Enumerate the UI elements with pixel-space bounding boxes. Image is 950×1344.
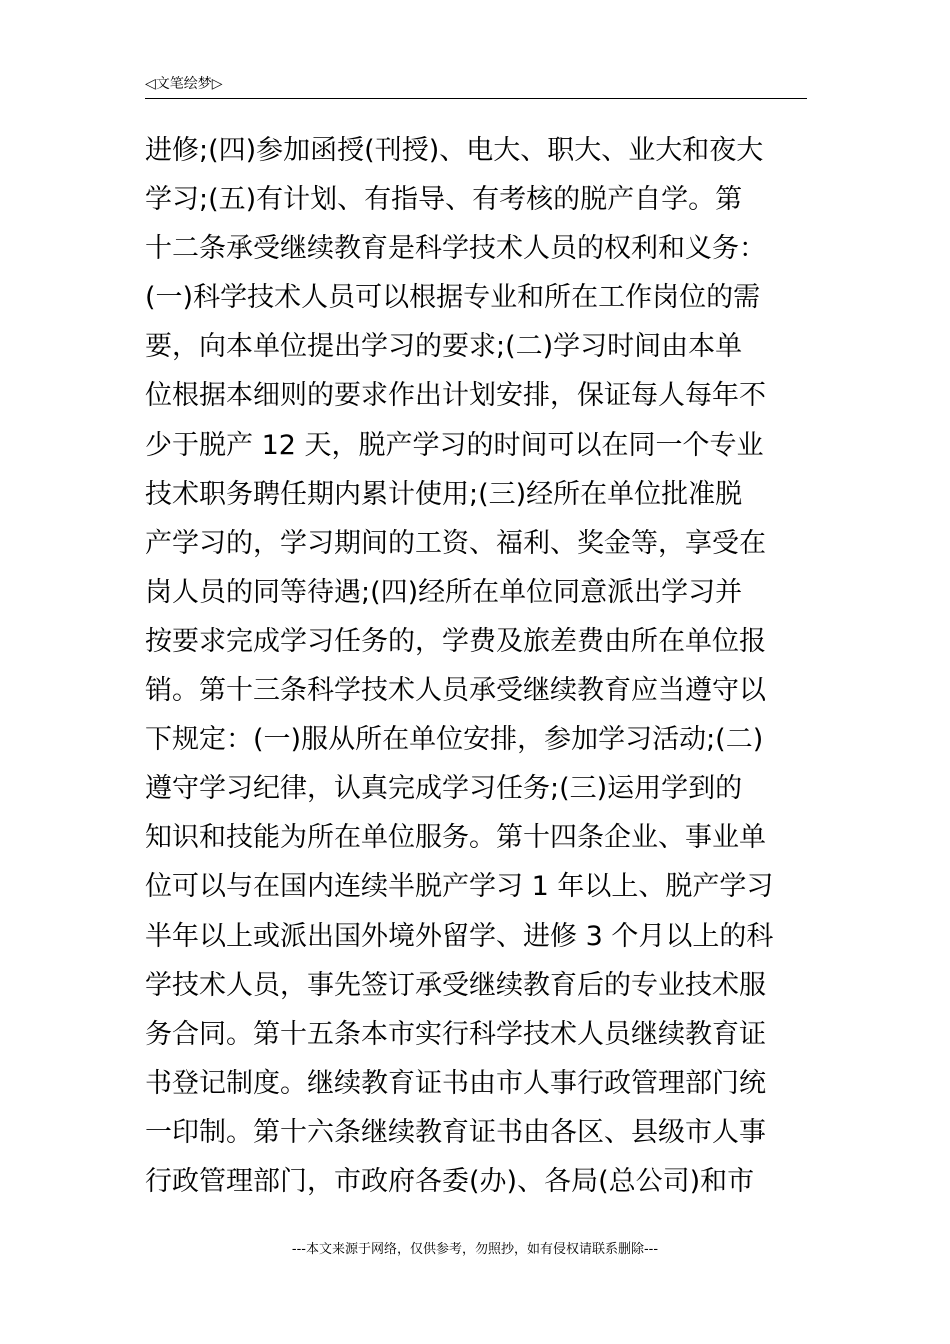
body-line: 学技术人员，事先签订承受继续教育后的专业技术服 [145, 969, 766, 1001]
body-line: 产学习的，学习期间的工资、福利、奖金等，享受在 [145, 527, 766, 559]
body-line: 行政管理部门，市政府各委(办)、各局(总公司)和市 [145, 1165, 755, 1197]
body-line: 务合同。第十五条本市实行科学技术人员继续教育证 [145, 1018, 766, 1050]
body-line: 少于脱产 12 天，脱产学习的时间可以在同一个专业 [145, 429, 764, 461]
body-line: 半年以上或派出国外境外留学、进修 3 个月以上的科 [145, 920, 774, 952]
body-line: (一)科学技术人员可以根据专业和所在工作岗位的需 [145, 282, 761, 314]
body-line: 遵守学习纪律，认真完成学习任务;(三)运用学到的 [145, 773, 743, 805]
body-line: 下规定：(一)服从所在单位安排，参加学习活动;(二) [145, 724, 764, 756]
body-line: 知识和技能为所在单位服务。第十四条企业、事业单 [145, 822, 766, 854]
body-line: 一印制。第十六条继续教育证书由各区、县级市人事 [145, 1116, 766, 1148]
body-line: 书登记制度。继续教育证书由市人事行政管理部门统 [145, 1067, 766, 1099]
body-line: 进修;(四)参加函授(刊授)、电大、职大、业大和夜大 [145, 135, 764, 166]
page-header [145, 74, 807, 99]
body-line: 十二条承受继续教育是科学技术人员的权利和义务： [145, 233, 766, 265]
body-line: 岗人员的同等待遇;(四)经所在单位同意派出学习并 [145, 576, 743, 608]
body-line: 销。第十三条科学技术人员承受继续教育应当遵守以 [145, 675, 766, 707]
body-line: 位可以与在国内连续半脱产学习 1 年以上、脱产学习 [145, 871, 774, 903]
body-line: 学习;(五)有计划、有指导、有考核的脱产自学。第 [145, 184, 743, 216]
page-footer: ---本文来源于网络，仅供参考，勿照抄，如有侵权请联系删除--- [291, 1242, 659, 1257]
body-line: 技术职务聘任期内累计使用;(三)经所在单位批准脱 [145, 478, 743, 510]
header-title: ◁文笔绘梦▷ [145, 76, 223, 92]
body-line: 位根据本细则的要求作出计划安排，保证每人每年不 [145, 380, 766, 412]
body-line: 要，向本单位提出学习的要求;(二)学习时间由本单 [145, 331, 743, 363]
body-line: 按要求完成学习任务的，学费及旅差费由所在单位报 [145, 625, 766, 657]
document-body [145, 126, 807, 1206]
